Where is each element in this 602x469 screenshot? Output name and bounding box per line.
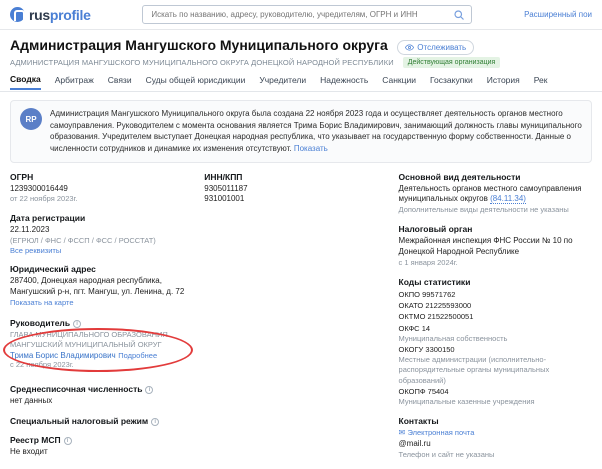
block-ogrn	[10, 172, 194, 205]
address-label: Юридический адрес	[10, 264, 96, 275]
stat-okopf: ОКОПФ 75404	[398, 386, 449, 396]
status-badge: Действующая организация	[403, 57, 501, 68]
page-title: Администрация Мангушского Муниципального округа	[10, 37, 388, 53]
stat-okogu: ОКОГУ 3300150	[398, 345, 455, 355]
tab-istoriya[interactable]: История	[486, 75, 520, 86]
ogrn-value: 1239300016449	[10, 183, 68, 193]
ai-summary-text	[50, 108, 582, 154]
block-msp-registry	[10, 435, 194, 458]
stat-oktmo: ОКТМО 21522500051	[398, 312, 474, 322]
phone-site-note: Телефон и сайт не указаны	[398, 449, 495, 459]
block-inn-kpp	[204, 172, 388, 206]
block-contacts	[399, 416, 592, 460]
ogrn-note: от 22 ноября 2023г.	[10, 194, 78, 204]
stats-label: Коды статистики	[398, 276, 471, 287]
search-icon[interactable]	[453, 9, 465, 21]
director-more-link[interactable]: Подробнее	[118, 351, 158, 361]
tab-goszakupki[interactable]: Госзакупки	[430, 75, 473, 86]
watch-button-label: Отслеживать	[417, 43, 467, 53]
tax-mode-label: Специальный налоговый режим i	[10, 416, 194, 426]
reg-date-label: Дата регистрации	[10, 213, 86, 224]
show-more-link[interactable]: Показать	[293, 143, 328, 153]
activity-code[interactable]: (84.11.34)	[490, 194, 526, 204]
stat-okfs: ОКФС 14	[398, 323, 431, 333]
app-header	[0, 0, 602, 30]
inn-kpp-label: ИНН/КПП	[204, 171, 243, 182]
column-middle	[204, 172, 388, 469]
search-area	[101, 5, 515, 24]
stat-okato: ОКАТО 21225593000	[398, 301, 472, 311]
ai-summary-body: Администрация Мангушского Муниципального округа была создана 22 ноября 2023 года и осуществляет деятельность органов местного самоуправления. Руководителем с момента основания является Трима Борис Владимирович, занимающий должность главы муниципального образования. Учредителем выступает Донецкая народная республика, что указывает на государственную форму собственности. Данные о численности сотрудников и динамике их изменения отсутствуют.	[50, 109, 582, 153]
advanced-search-link[interactable]: Расширенный пои	[524, 10, 592, 19]
info-icon[interactable]: i	[145, 386, 153, 394]
tab-svodka[interactable]: Сводка	[10, 74, 41, 90]
block-staff-count	[10, 384, 194, 407]
email-value: @mail.ru	[398, 438, 431, 448]
column-left	[10, 172, 194, 469]
ai-summary-card	[10, 100, 592, 162]
activity-note: Дополнительные виды деятельности не указаны	[398, 205, 569, 215]
block-tax-authority	[399, 224, 592, 268]
avatar: RP	[20, 108, 42, 130]
tab-nadezhnost[interactable]: Надежность	[320, 75, 369, 86]
block-registration-date	[10, 213, 194, 255]
director-label: Руководитель i	[10, 318, 194, 328]
contacts-label: Контакты	[398, 416, 439, 427]
envelope-icon: ✉	[398, 428, 406, 438]
tab-uchrediteli[interactable]: Учредители	[259, 75, 307, 86]
info-icon[interactable]: i	[64, 437, 72, 445]
block-tax-mode	[10, 416, 194, 426]
activity-label: Основной вид деятельности	[398, 171, 521, 182]
column-right	[399, 172, 592, 469]
kpp-value: 931001001	[204, 194, 245, 204]
search-box[interactable]	[142, 5, 472, 24]
tab-sankcii[interactable]: Санкции	[382, 75, 416, 86]
inn-value: 9305011187	[204, 183, 248, 193]
reg-date-value: 22.11.2023	[10, 225, 50, 235]
activity-value: Деятельность органов местного самоуправления муниципальных округов (84.11.34)	[398, 183, 582, 204]
tax-org-value: Межрайонная инспекция ФНС России № 10 по Донецкой Народной Республике	[398, 236, 573, 257]
tab-svyazi[interactable]: Связи	[107, 75, 132, 86]
shield-logo-icon	[10, 7, 25, 22]
address-value: 287400, Донецкая народная республика, Мангушский р-н, пгт. Мангуш, ул. Ленина, д. 72	[10, 276, 185, 297]
info-icon[interactable]: i	[73, 320, 81, 328]
director-date: с 22 ноября 2023г.	[10, 360, 74, 370]
director-name-row	[10, 350, 194, 360]
tab-arbitrazh[interactable]: Арбитраж	[54, 75, 94, 86]
msp-label: Реестр МСП i	[10, 435, 194, 445]
director-position: ГЛАВА МУНИЦИПАЛЬНОГО ОБРАЗОВАНИЯ МАНГУШСКИЙ МУНИЦИПАЛЬНЫЙ ОКРУГ	[10, 329, 168, 350]
email-row	[399, 428, 592, 439]
director-name[interactable]: Трима Борис Владимирович	[10, 351, 116, 361]
staff-label: Среднесписочная численность i	[10, 384, 194, 394]
tax-org-label: Налоговый орган	[398, 224, 473, 235]
org-full-name: АДМИНИСТРАЦИЯ МАНГУШСКОГО МУНИЦИПАЛЬНОГО ОКРУГА ДОНЕЦКОЙ НАРОДНОЙ РЕСПУБЛИКИ	[10, 58, 394, 68]
logo-text-profile: profile	[49, 6, 91, 23]
stat-okfs-desc: Муниципальная собственность	[398, 333, 508, 343]
reg-date-source: (ЕГРЮЛ / ФНС / ФССП / ФСС / РОССТАТ)	[10, 236, 156, 246]
msp-value: Не входит	[10, 447, 48, 457]
show-on-map-link[interactable]: Показать на карте	[10, 297, 74, 307]
tax-org-note: с 1 января 2024г.	[398, 257, 458, 267]
watch-button[interactable]	[397, 40, 474, 55]
ogrn-label: ОГРН	[10, 171, 34, 182]
block-legal-address	[10, 264, 194, 307]
details-columns	[0, 163, 602, 469]
block-director	[10, 316, 194, 370]
email-label[interactable]: Электронная почта	[407, 428, 475, 438]
subtitle-row	[0, 57, 602, 73]
staff-value: нет данных	[10, 396, 53, 406]
logo-text	[29, 7, 91, 23]
all-requisites-link[interactable]: Все реквизиты	[10, 246, 62, 256]
title-area	[0, 30, 602, 57]
eye-icon	[405, 43, 414, 52]
block-statistics-codes	[399, 277, 592, 407]
logo[interactable]	[10, 7, 91, 23]
stat-okopf-desc: Муниципальные казенные учреждения	[398, 396, 535, 406]
block-main-activity	[399, 172, 592, 216]
search-input[interactable]	[149, 9, 453, 20]
stat-okpo: ОКПО 99571762	[398, 289, 456, 299]
tab-bar	[0, 73, 602, 92]
tab-sudy[interactable]: Суды общей юрисдикции	[145, 75, 246, 86]
info-icon[interactable]: i	[151, 418, 159, 426]
tab-rekvizity[interactable]: Рек	[533, 75, 548, 86]
logo-text-rus: rus	[29, 6, 50, 23]
stat-okogu-desc: Местные администрации (исполнительно-распорядительные органы муниципальных образований)	[398, 355, 550, 385]
